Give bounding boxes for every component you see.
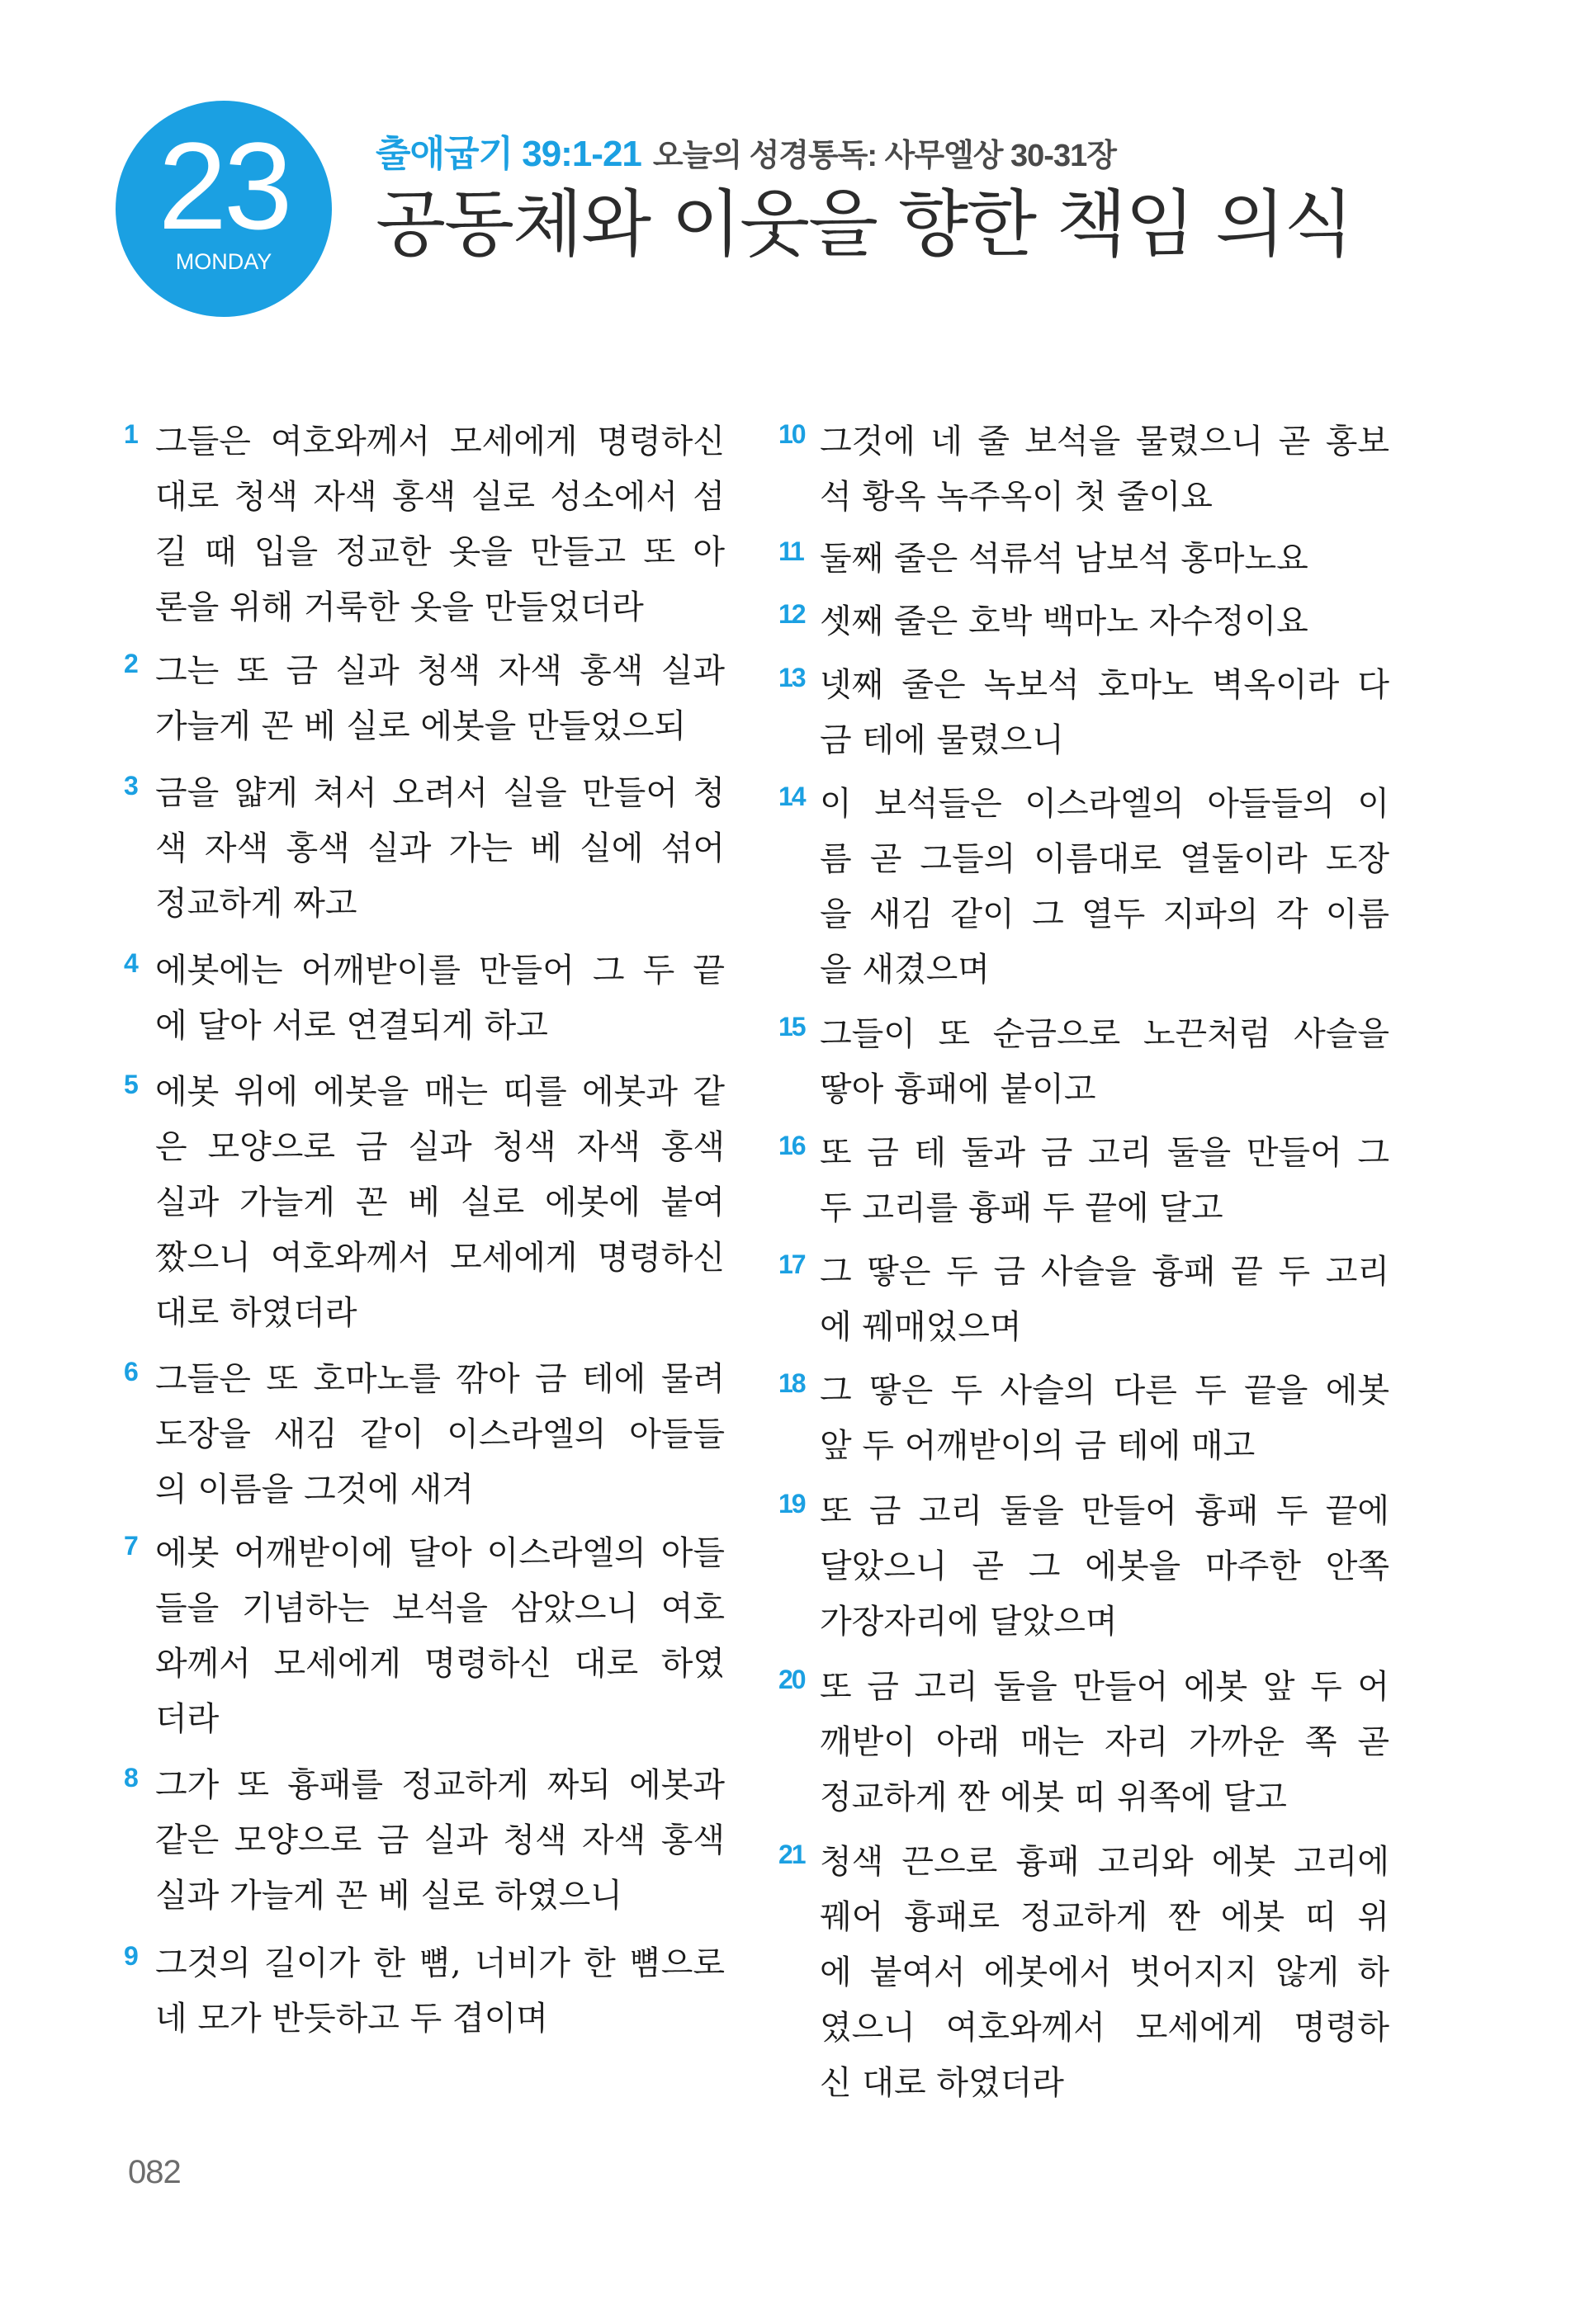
verse bbox=[778, 658, 1389, 768]
verse-line: 그 땋은 두 금 사슬을 흉패 끝 두 고리 bbox=[820, 1253, 1389, 1291]
weekday-label: MONDAY bbox=[175, 249, 272, 274]
verse bbox=[778, 1660, 1389, 1826]
verse bbox=[778, 531, 1389, 587]
verse bbox=[778, 1245, 1389, 1355]
verse-line: 길 때 입을 정교한 옷을 만들고 또 아 bbox=[155, 533, 725, 571]
verse-line: 또 금 고리 둘을 만들어 흉패 두 끝에 bbox=[820, 1492, 1389, 1530]
verse-line: 실과 가늘게 꼰 베 실로 하였으니 bbox=[155, 1877, 622, 1915]
verse-number: 4 bbox=[124, 948, 137, 978]
verse-line: 에 붙여서 에봇에서 벗어지지 않게 하 bbox=[820, 1953, 1389, 1991]
verse bbox=[124, 1352, 725, 1518]
verse bbox=[778, 1484, 1389, 1650]
verse-number: 11 bbox=[778, 536, 803, 566]
scripture-reference: 출애굽기 39:1-21 bbox=[376, 134, 641, 174]
verse-line: 에봇에는 어깨받이를 만들어 그 두 끝 bbox=[155, 952, 725, 990]
verse-number: 13 bbox=[778, 663, 805, 692]
verse-line: 같은 모양으로 금 실과 청색 자색 홍색 bbox=[155, 1821, 725, 1859]
verse-number: 19 bbox=[778, 1489, 805, 1519]
verse bbox=[124, 943, 725, 1054]
verse-line: 그는 또 금 실과 청색 자색 홍색 실과 bbox=[155, 652, 725, 690]
verse-line: 두 고리를 흉패 두 끝에 달고 bbox=[820, 1189, 1223, 1227]
verse-line: 또 금 테 둘과 금 고리 둘을 만들어 그 bbox=[820, 1134, 1389, 1172]
verse-line: 달았으니 곧 그 에봇을 마주한 안쪽 bbox=[820, 1547, 1389, 1585]
verse bbox=[124, 1065, 725, 1341]
daily-reading: 오늘의 성경통독: 사무엘상 30-31장 bbox=[652, 139, 1116, 173]
verse-line: 깨받이 아래 매는 자리 가까운 쪽 곧 bbox=[820, 1723, 1389, 1761]
verse-line: 가장자리에 달았으며 bbox=[820, 1603, 1118, 1641]
verse-line: 실과 가늘게 꼰 베 실로 에봇에 붙여 bbox=[155, 1183, 725, 1221]
verse bbox=[124, 644, 725, 754]
verse bbox=[124, 1526, 725, 1747]
verse-line: 정교하게 짠 에봇 띠 위쪽에 달고 bbox=[820, 1778, 1287, 1816]
verse-number: 20 bbox=[778, 1665, 805, 1694]
verse-line: 그가 또 흉패를 정교하게 짜되 에봇과 bbox=[155, 1766, 725, 1804]
verse bbox=[124, 766, 725, 932]
verse-line: 청색 끈으로 흉패 고리와 에봇 고리에 bbox=[820, 1843, 1389, 1881]
verse-line: 을 새김 같이 그 열두 지파의 각 이름 bbox=[820, 895, 1389, 933]
verse-line: 셋째 줄은 호박 백마노 자수정이요 bbox=[820, 602, 1308, 640]
verse-line: 네 모가 반듯하고 두 겹이며 bbox=[155, 2000, 548, 2038]
verse-line: 의 이름을 그것에 새겨 bbox=[155, 1471, 474, 1509]
verse-line: 금을 얇게 쳐서 오려서 실을 만들어 청 bbox=[155, 774, 725, 812]
verse-line: 꿰어 흉패로 정교하게 짠 에봇 띠 위 bbox=[820, 1898, 1389, 1936]
verse bbox=[778, 1363, 1389, 1474]
verse bbox=[778, 1007, 1389, 1117]
verse-line: 을 새겼으며 bbox=[820, 951, 990, 989]
verse bbox=[124, 1936, 725, 2047]
verse bbox=[778, 414, 1389, 525]
verse-line: 름 곧 그들의 이름대로 열둘이라 도장 bbox=[820, 840, 1389, 878]
verse-line: 론을 위해 거룩한 옷을 만들었더라 bbox=[155, 588, 644, 626]
verse-line: 그 땋은 두 사슬의 다른 두 끝을 에봇 bbox=[820, 1372, 1389, 1410]
verse-line: 그것에 네 줄 보석을 물렸으니 곧 홍보 bbox=[820, 423, 1389, 461]
verse-line: 석 황옥 녹주옥이 첫 줄이요 bbox=[820, 478, 1213, 516]
verse-number: 16 bbox=[778, 1131, 805, 1160]
verse-number: 6 bbox=[124, 1357, 137, 1386]
verse-number: 10 bbox=[778, 419, 805, 449]
verse-number: 1 bbox=[124, 419, 137, 449]
verse-number: 9 bbox=[124, 1941, 137, 1971]
page-title: 공동체와 이웃을 향한 책임 의식 bbox=[376, 182, 1352, 267]
verse-line: 더라 bbox=[155, 1700, 220, 1738]
verse-line: 넷째 줄은 녹보석 호마노 벽옥이라 다 bbox=[820, 666, 1389, 704]
verse bbox=[778, 777, 1389, 998]
day-badge bbox=[116, 101, 332, 317]
verse-line: 도장을 새김 같이 이스라엘의 아들들 bbox=[155, 1415, 725, 1453]
page-number: 082 bbox=[128, 2154, 181, 2190]
verse-number: 12 bbox=[778, 599, 805, 629]
verse-line: 였으니 여호와께서 모세에게 명령하 bbox=[820, 2009, 1389, 2047]
verse-number: 3 bbox=[124, 771, 137, 801]
page-header bbox=[376, 124, 1352, 266]
verse-number: 7 bbox=[124, 1531, 137, 1561]
verse-line: 색 자색 홍색 실과 가는 베 실에 섞어 bbox=[155, 829, 725, 867]
verse-line: 그들이 또 순금으로 노끈처럼 사슬을 bbox=[820, 1015, 1389, 1053]
day-number: 23 bbox=[158, 116, 290, 255]
verse-line: 그들은 또 호마노를 깎아 금 테에 물려 bbox=[155, 1360, 725, 1398]
verse bbox=[778, 1835, 1389, 2111]
verse-number: 2 bbox=[124, 649, 137, 678]
verse-line: 와께서 모세에게 명령하신 대로 하였 bbox=[155, 1645, 725, 1683]
verse-number: 17 bbox=[778, 1249, 805, 1279]
verse-number: 5 bbox=[124, 1070, 137, 1099]
verse-line: 앞 두 어깨받이의 금 테에 매고 bbox=[820, 1427, 1256, 1465]
verse bbox=[124, 1758, 725, 1924]
verse-line: 들을 기념하는 보석을 삼았으니 여호 bbox=[155, 1589, 725, 1627]
verse-line: 은 모양으로 금 실과 청색 자색 홍색 bbox=[155, 1128, 725, 1166]
verse-line: 그들은 여호와께서 모세에게 명령하신 bbox=[155, 423, 725, 461]
verse-line: 에 꿰매었으며 bbox=[820, 1308, 1022, 1346]
verse-line: 에봇 위에 에봇을 매는 띠를 에봇과 같 bbox=[155, 1073, 725, 1111]
verse-line: 정교하게 짜고 bbox=[155, 885, 357, 923]
verse-line: 신 대로 하였더라 bbox=[820, 2064, 1064, 2102]
verse-number: 15 bbox=[778, 1012, 805, 1042]
verse-line: 금 테에 물렸으니 bbox=[820, 721, 1064, 759]
verse-line: 가늘게 꼰 베 실로 에봇을 만들었으되 bbox=[155, 707, 687, 745]
verse-line: 또 금 고리 둘을 만들어 에봇 앞 두 어 bbox=[820, 1668, 1389, 1706]
verse bbox=[778, 1126, 1389, 1236]
verse-line: 둘째 줄은 석류석 남보석 홍마노요 bbox=[820, 540, 1308, 578]
verse-number: 8 bbox=[124, 1763, 137, 1793]
verse-line: 그것의 길이가 한 뼘, 너비가 한 뼘으로 bbox=[155, 1944, 725, 1982]
verse-line: 대로 하였더라 bbox=[155, 1294, 357, 1332]
verse-line: 에 달아 서로 연결되게 하고 bbox=[155, 1007, 548, 1045]
verse-number: 21 bbox=[778, 1840, 805, 1869]
verse-line: 짰으니 여호와께서 모세에게 명령하신 bbox=[155, 1239, 725, 1277]
verse-line: 에봇 어깨받이에 달아 이스라엘의 아들 bbox=[155, 1534, 725, 1572]
verse-line: 대로 청색 자색 홍색 실로 성소에서 섬 bbox=[155, 478, 725, 516]
verse-line: 이 보석들은 이스라엘의 아들들의 이 bbox=[820, 785, 1389, 823]
verse-line: 땋아 흉패에 붙이고 bbox=[820, 1070, 1096, 1108]
verse-number: 18 bbox=[778, 1368, 805, 1398]
verse bbox=[124, 414, 725, 635]
verse-number: 14 bbox=[778, 782, 805, 811]
reference-line bbox=[376, 124, 1352, 173]
verse bbox=[778, 594, 1389, 649]
